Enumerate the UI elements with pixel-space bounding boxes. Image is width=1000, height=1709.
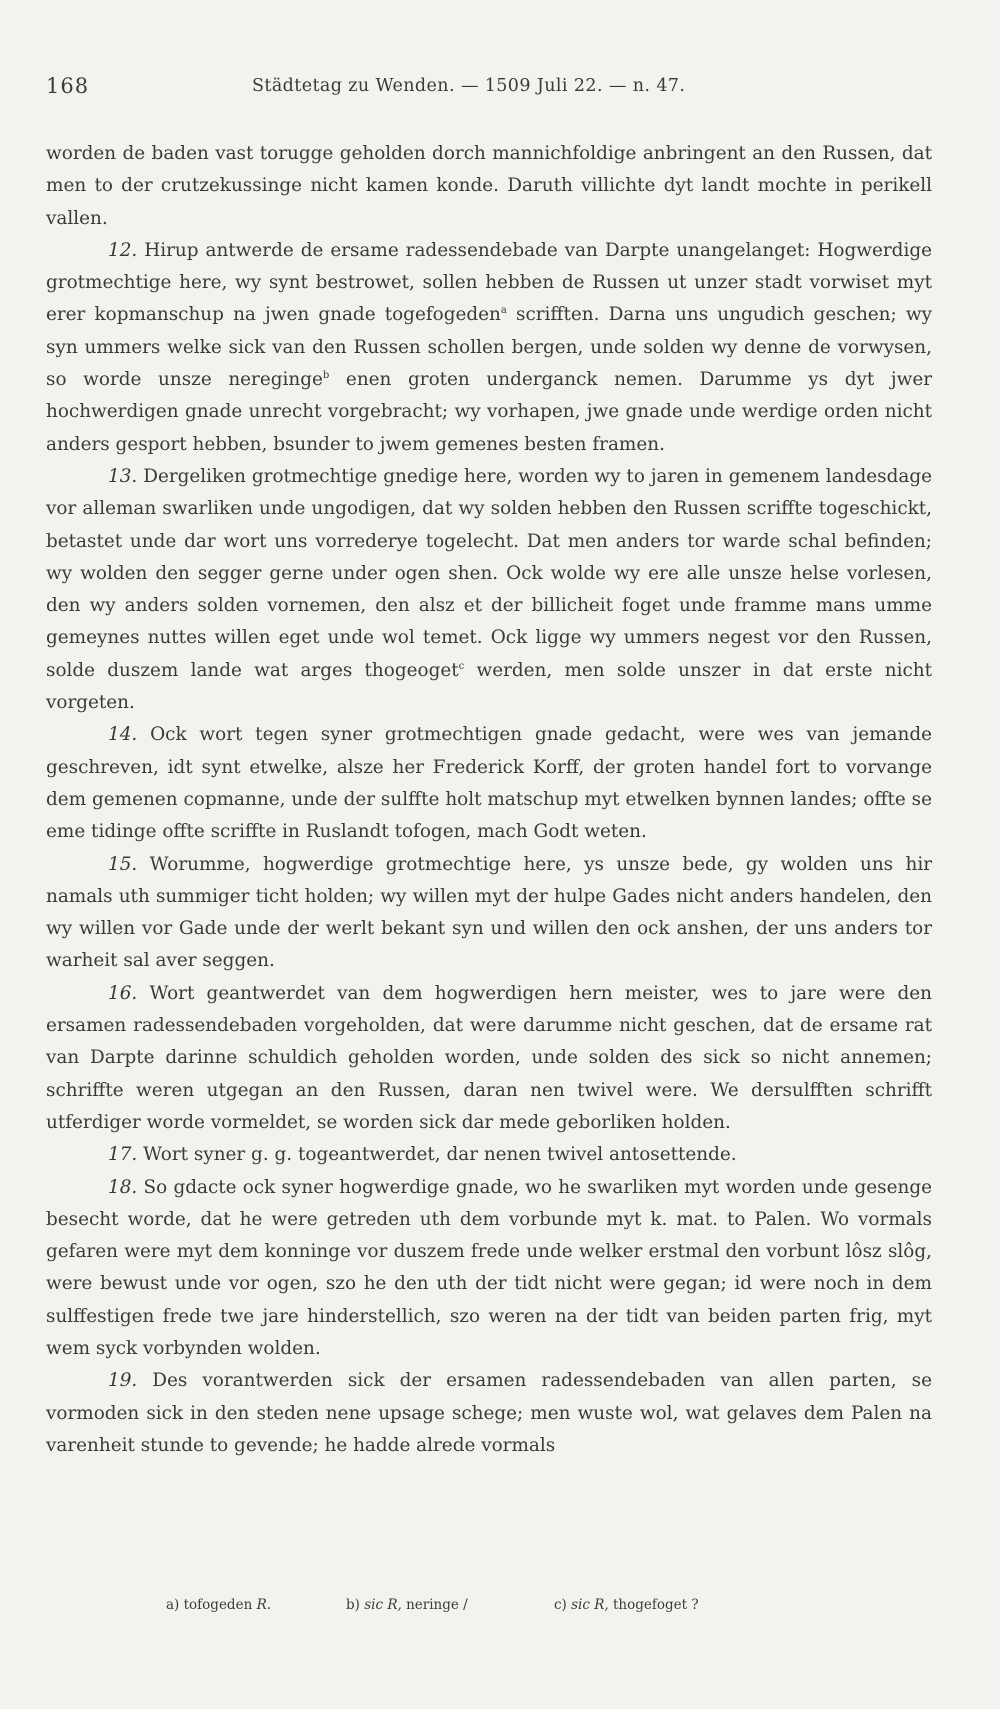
paragraph-16: 16. Wort geantwerdet van dem hogwerdigen hern meister, wes to jare were den ersamen radessendebaden vorgeholden, dat were darumme nicht geschen, dat de ersame rat van Darpte darinne schuldich geholden worden, unde solden des sick so nicht annemen; schriffte weren utgegan an den Russen, daran nen twivel were. We dersulfften schrifft utferdiger worde vormeldet, se worden sick dar mede geborliken holden.: [46, 982, 932, 1133]
paragraph-number: 13.: [108, 465, 138, 487]
footnotes: [166, 1597, 866, 1621]
running-title: Städtetag zu Wenden. — 1509 Juli 22. — n. 47.: [252, 76, 686, 96]
paragraph-13: 13. Dergeliken grotmechtige gnedige here, worden wy to jaren in gemenem landesdage vor alleman swarliken unde ungodigen, dat wy solden hebben den Russen scriffte togeschickt, betastet unde dar wort uns vorrederye togelecht. Dat men anders tor warde schal befinden; wy wolden den segger gerne under ogen shen. Ock wolde wy ere alle unsze helse vorlesen, den wy anders solden vornemen, den alsz et der billicheit foget unde framme mans umme gemeynes nuttes willen eget unde wol temet. Ock ligge wy ummers negest vor den Russen, solde duszem lande wat arges thogeoget$^c$ werden, men solde unszer in dat erste nicht vorgeten.: [46, 465, 932, 714]
footnote-b: b) sic R, neringe /: [346, 1597, 468, 1613]
footnote-mark-a: a: [500, 305, 507, 317]
footnote-c: c) sic R, thogefoget ?: [554, 1597, 699, 1613]
page-header: [46, 74, 926, 104]
paragraph-15: 15. Worumme, hogwerdige grotmechtige here, ys unsze bede, gy wolden uns hir namals uth summiger ticht holden; wy willen myt der hulpe Gades nicht anders handelen, den wy willen vor Gade unde der werlt bekant syn und willen den ock anshen, der uns anders tor warheit sal aver seggen.: [46, 853, 932, 972]
paragraph-19: 19. Des vorantwerden sick der ersamen radessendebaden van allen parten, se vormoden sick in den steden nene upsage schege; men wuste wol, wat gelaves dem Palen na varenheit stunde to gevende; he hadde alrede vormals: [46, 1370, 932, 1456]
paragraph-number: 19.: [108, 1370, 138, 1392]
paragraph-number: 18.: [108, 1176, 138, 1198]
paragraph-12: 12. Hirup antwerde de ersame radessendebade van Darpte unangelanget: Hogwerdige grotmechtige here, wy synt bestrowet, sollen hebben de Russen ut unzer stadt vorwiset myt erer kopmanschup na jwen gnade togefogeden$^a$ scrifften. Darna uns ungudich geschen; wy syn ummers welke sick van den Russen schollen bergen, unde solden wy denne de vorwysen, so worde unsze nereginge$^b$ enen groten underganck nemen. Darumme ys dyt jwer hochwerdigen gnade unrecht vorgebracht; wy vorhapen, jwe gnade unde werdige orden nicht anders gesport hebben, bsunder to jwem gemenes besten framen.: [46, 239, 932, 455]
paragraph-17: 17. Wort syner g. g. togeantwerdet, dar nenen twivel antosettende.: [108, 1144, 737, 1166]
paragraph-number: 15.: [108, 853, 138, 875]
paragraph-number: 14.: [108, 724, 138, 746]
body-text: [46, 138, 932, 1462]
paragraph-number: 12.: [108, 239, 138, 261]
paragraph-14: 14. Ock wort tegen syner grotmechtigen gnade gedacht, were wes van jemande geschreven, idt synt etwelke, alsze her Frederick Korff, der groten handel fort to vorvange dem gemenen copmanne, unde der sulffte holt matschup myt etwelken bynnen landes; offte se eme tidinge offte scriffte in Ruslandt tofogen, mach Godt weten.: [46, 724, 933, 843]
footnote-mark-c: c: [458, 660, 465, 672]
page-number: 168: [46, 74, 90, 98]
paragraph-number: 17.: [108, 1144, 138, 1166]
paragraph-continuation: worden de baden vast torugge geholden dorch mannichfoldige anbringent an den Russen, dat men to der crutzekussinge nicht kamen konde. Daruth villichte dyt landt mochte in perikell vallen.: [46, 143, 932, 229]
footnote-mark-b: b: [322, 369, 330, 381]
paragraph-number: 16.: [108, 982, 138, 1004]
paragraph-18: 18. So gdacte ock syner hogwerdige gnade, wo he swarliken myt worden unde gesenge besecht worde, dat he were getreden uth dem vorbunde myt k. mat. to Palen. Wo vormals gefaren were myt dem konninge vor duszem frede unde welker erstmal den vorbunt lôsz slôg, were bewust unde vor ogen, szo he den uth der tidt nicht were gegan; id were noch in dem sulffestigen frede twe jare hinderstellich, szo weren na der tidt van beiden parten frig, myt wem syck vorbynden wolden.: [46, 1176, 932, 1359]
footnote-a: a) tofogeden R.: [166, 1597, 272, 1613]
